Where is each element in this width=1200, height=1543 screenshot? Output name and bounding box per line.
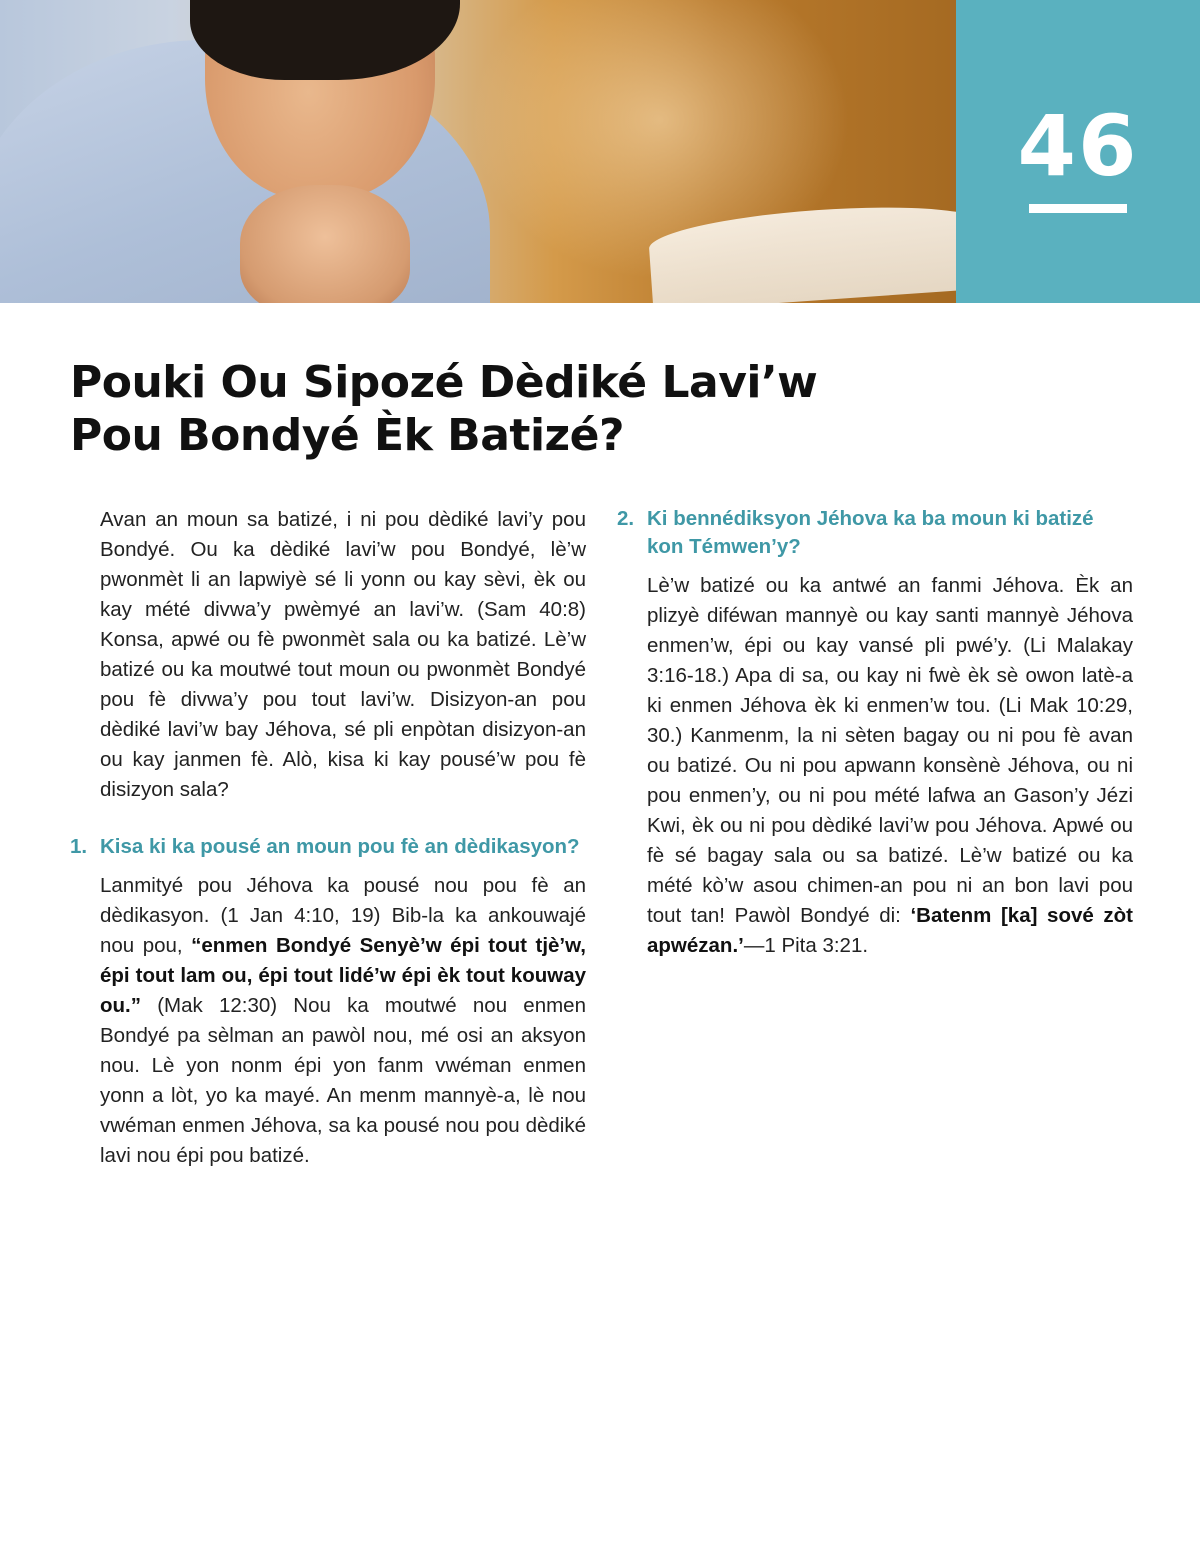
question-1-heading [70, 833, 586, 861]
question-1-text: Kisa ki ka pousé an moun pou fè an dèdikasyon? [100, 835, 580, 858]
lesson-number-box [956, 0, 1200, 303]
question-1-number: 1. [70, 835, 88, 858]
number-underline [1029, 204, 1127, 213]
praying-hands-shape [240, 185, 410, 303]
hero-photo [0, 0, 956, 303]
lesson-number: 46 [1017, 97, 1139, 195]
answer-2-text-b: —1 Pita 3:21. [743, 934, 869, 957]
left-column [70, 505, 586, 1171]
intro-paragraph: Avan an moun sa batizé, i ni pou dèdiké lavi’y pou Bondyé. Ou ka dèdiké lavi’w pou Bondyé, lè’w pwonmèt li an lapwiyè sé li yonn ou kay sèvi, èk ou kay mété divwa’y pwèmyé an lavi’w. (Sam 40:8) Konsa, apwé ou fè pwonmèt sala ou ka batizé. Lè’w batizé ou ka moutwé tout moun ou pwonmèt Bondyé pou fè divwa’y pou tout lavi’w. Disizyon-an pou dèdiké lavi’w bay Jéhova, sé pli enpòtan disizyon-an ou kay janmen fè. Alò, kisa ki kay pousé’w pou fè disizyon sala? [100, 508, 586, 801]
right-column [617, 505, 1133, 961]
question-2-text: Ki bennédiksyon Jéhova ka ba moun ki batizé kon Témwen’y? [647, 507, 1094, 558]
question-2-answer [647, 571, 1133, 961]
answer-1-text-b: (Mak 12:30) Nou ka moutwé nou enmen Bondyé pa sèlman an pawòl nou, mé osi an aksyon nou. Lè yon nonm épi yon fanm vwéman enmen yonn a lòt, yo ka mayé. An menm mannyè-a, lè nou vwéman enmen Jéhova, sa ka pousé nou pou dèdiké lavi nou épi pou batizé. [100, 994, 586, 1167]
answer-2-text-a: Lè’w batizé ou ka antwé an fanmi Jéhova. Èk an plizyè diféwan mannyè ou kay santi mannyè Jéhova enmen’w, épi ou kay vansé pli pwé’y. (Li Malakay 3:16-18.) Apa di sa, ou kay ni fwè èk sè owon latè-a ki enmen Jéhova èk ki enmen’w tou. (Li Mak 10:29, 30.) Kanmenm, la ni sèten bagay ou ni pou fè avan ou batizé. Ou ni pou apwann konsènè Jéhova, ou ni pou enmen’y, ou ni pou mété lafwa an Gason’y Jézi Kwi, èk ou ni pou dèdiké lavi’w pou Jéhova. Apwé ou fè sé bagay sala ou sa batizé. Lè’w batizé ou ka mété kò’w asou chimen-an pou ni an bon lavi pou tout tan! Pawòl Bondyé di: [647, 574, 1133, 927]
title-line-1: Pouki Ou Sipozé Dèdiké Lavi’w [70, 357, 818, 408]
answer-2-scripture-quote: ‘Batenm [ka] sové zòt apwézan.’ [647, 904, 1133, 957]
question-1-answer [100, 871, 586, 1171]
question-2-number: 2. [617, 507, 635, 530]
question-2-heading [617, 505, 1133, 561]
answer-1-text-a: Lanmityé pou Jéhova ka pousé nou pou fè an dèdikasyon. (1 Jan 4:10, 19) Bib-la ka ankouwajé nou pou, [100, 874, 586, 957]
answer-1-scripture-quote: “enmen Bondyé Senyè’w épi tout tjè’w, épi tout lam ou, épi tout lidé’w épi èk tout kouway ou.” [100, 934, 586, 1017]
page-title [70, 356, 970, 462]
title-line-2: Pou Bondyé Èk Batizé? [70, 410, 625, 461]
